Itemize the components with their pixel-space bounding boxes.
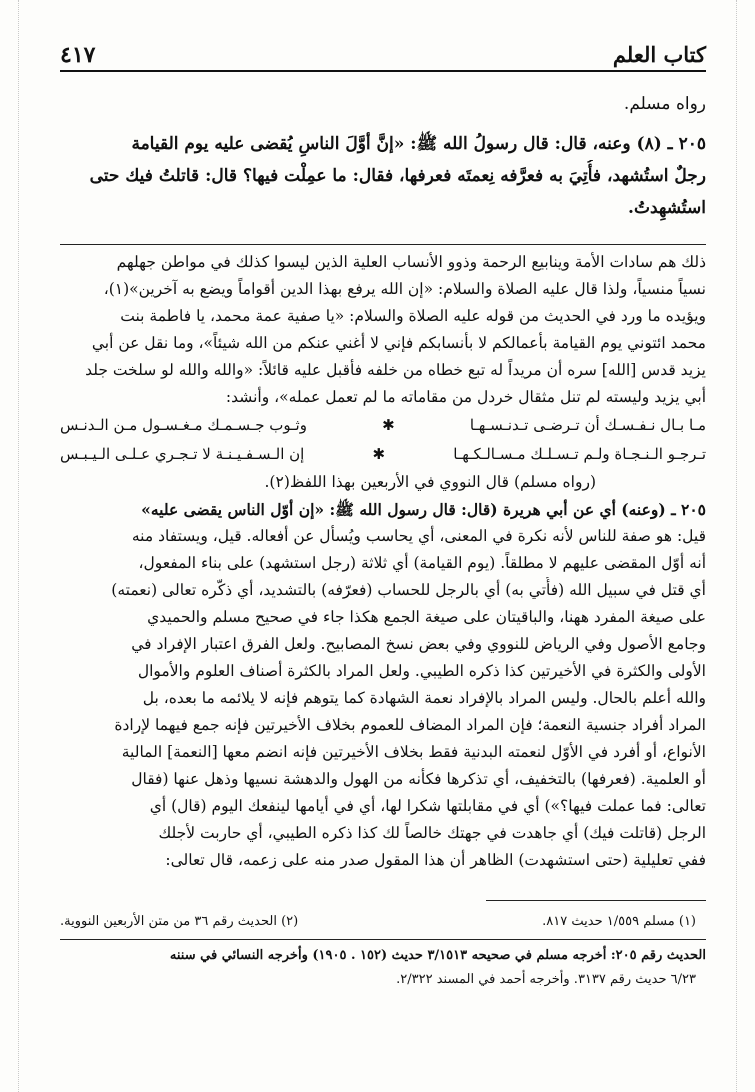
hadith-text xyxy=(60,128,706,224)
footnote-1: (١) مسلم ١/٥٥٩ حديث ٨١٧. xyxy=(542,914,696,929)
page-number: ٤١٧ xyxy=(60,42,96,68)
commentary-line: المراد أفراد جنسية النعمة؛ فإن المراد المضاف للعموم بخلاف الأخيرتين فإنه جمع فيهما لإرادة xyxy=(114,716,706,734)
commentary-line: أنه أوّل المقضى عليهم لا مطلقاً. (يوم القيامة) أي ثلاثة (رجل استشهد) على بناء المفعول، xyxy=(138,554,706,572)
commentary xyxy=(60,249,706,874)
commentary-line: الأنواع، أو أفرد في الأوّل لنعمته البدنية فقط بخلاف الأخيرتين فإنه انضم معها [النعمة] المالية xyxy=(121,743,706,761)
commentary-line: الأولى والكثرة في الأخيرتين كذا ذكره الطيبي. ولعل المراد بالكثرة أصناف العلوم والأموال xyxy=(137,662,706,680)
commentary-line: الرجل (قاتلت فيك) أي جاهدت في جهتك خالصاً لك كذا ذكره الطيبي، أي حاربت لأجلك xyxy=(158,824,706,842)
commentary-line: وجامع الأصول وفي الرياض للنووي وفي بعض نسخ المصابيح. ولعل الفرق اعتبار الإفراد في xyxy=(131,635,706,653)
page xyxy=(60,30,706,992)
commentary-line: أو العلمية. (فعرفها) بالتخفيف، أي تذكرها فكأنه من الهول والدهشة نسيها وذهل عنها (فقال xyxy=(131,770,706,788)
right-border-decoration xyxy=(736,0,755,1092)
poem-verse xyxy=(60,411,706,440)
commentary-line: أي قتل في سبيل الله (فأُتي به) أي بالرجل للحساب (فعرّفه) بالتشديد، أي ذكّره تعالى (نعمته) xyxy=(111,581,706,599)
takhrij-divider xyxy=(60,939,706,940)
commentary-line: أبي يزيد وليسته لم تنل مثقال خردل من مقاماته ما لم تعمل عمله»، وأنشد: xyxy=(225,388,706,406)
poem-verse xyxy=(60,440,706,469)
commentary-line: على صيغة المفرد ههنا، والباقيتان على صيغة الجمع هكذا جاء في صحيح مسلم والحميدي xyxy=(147,608,706,626)
commentary-line: ففي تعليلية (حتى استشهدت) الظاهر أن هذا المقول صدر منه على زعمه، قال تعالى: xyxy=(165,851,706,869)
verse-separator-icon: ✱ xyxy=(372,445,386,463)
left-border-decoration xyxy=(0,0,19,1092)
commentary-line: نسياً منسياً، ولذا قال عليه الصلاة والسلام: «إن الله يرفع بهذا الدين أقواماً ويضع به آخرين»(١)، xyxy=(103,280,706,298)
verse-hemistich-second: وثـوب جـسـمـك مـغـسـول مـن الـدنـس xyxy=(60,416,307,434)
commentary-line: ويؤيده ما ورد في الحديث من قوله عليه الصلاة والسلام: «يا صفية عمة محمد، يا فاطمة بنت xyxy=(120,307,706,325)
footnote-divider xyxy=(486,900,706,901)
verse-hemistich-second: إن الـسـفـيـنـة لا تـجـري عـلـى الـيـبـس xyxy=(60,445,305,463)
commentary-line: يزيد قدس [الله] سره أن مريداً له تبع خطاه من خلفه فأقبل عليه قائلاً: «والله والله لو سلخت جلد xyxy=(85,361,706,379)
top-text-line: رواه مسلم. xyxy=(623,94,706,114)
takhrij-line: الحديث رقم ٢٠٥: أخرجه مسلم في صحيحه ٣/١٥١٣ حديث (١٥٢ . ١٩٠٥) وأخرجه النسائي في سننه xyxy=(169,948,706,963)
commentary-line: قيل: هو صفة للناس لأنه نكرة في المعنى، أي يحاسب ويُسأل عن أفعاله. قيل، ويستفاد منه xyxy=(131,527,706,545)
commentary-line: ٢٠٥ ـ (وعنه) أي عن أبي هريرة (قال: قال رسول الله ﷺ: «إن أوّل الناس يقضى عليه» xyxy=(141,500,706,519)
commentary-line: ذلك هم سادات الأمة وينابيع الرحمة وذوو الأنساب العلية الذين ليسوا كذلك في مواطن جهلهم xyxy=(116,253,706,271)
takhrij-line: ٦/٢٣ حديث رقم ٣١٣٧. وأخرجه أحمد في المسند ٢/٣٢٢. xyxy=(396,972,696,987)
verse-hemistich-first: تـرجـو الـنـجـاة ولـم تـسـلـك مـسـالـكـهـا xyxy=(453,445,706,463)
hadith-line: ٢٠٥ ـ (٨) وعنه، قال: قال رسولُ الله ﷺ: «إنَّ أوَّلَ الناسِ يُقضى عليه يوم القيامة xyxy=(131,134,706,154)
riwaya-line: (رواه مسلم) قال النووي في الأربعين بهذا اللفظ(٢). xyxy=(264,473,596,491)
footnote-2: (٢) الحديث رقم ٣٦ من متن الأربعين النووية. xyxy=(60,914,299,929)
commentary-line: تعالى: فما عملت فيها؟») أي في مقابلتها شكرا لها، أي في أيامها لينفعك اليوم (قال) أي xyxy=(149,797,706,815)
book-title: كتاب العلم xyxy=(612,42,706,67)
hadith-line: استُشهِدتُ. xyxy=(628,198,706,218)
footnotes-row xyxy=(60,911,706,933)
verse-separator-icon: ✱ xyxy=(382,416,395,434)
section-divider xyxy=(60,244,706,245)
page-header xyxy=(60,30,706,72)
verse-hemistich-first: مـا بـال نـفـسـك أن تـرضـى تـدنـسـهـا xyxy=(469,416,706,434)
hadith-line: رجلٌ استُشهد، فأُتِيَ به فعرَّفه نِعمتَه فعرفها، فقال: ما عمِلْت فيها؟ قال: قاتلتُ فيك حتى xyxy=(89,166,706,186)
commentary-line: محمد ائتوني يوم القيامة بأعمالكم لا بأنسابكم فإني لا أغني عنكم من الله شيئاً»، وما نقل عن أبي xyxy=(91,334,706,352)
commentary-line: والله أعلم بالحال. وليس المراد بالإفراد نعمة الشهادة كما يتوهم فإنه لا يلائمه ما بعده، بل xyxy=(142,689,706,707)
